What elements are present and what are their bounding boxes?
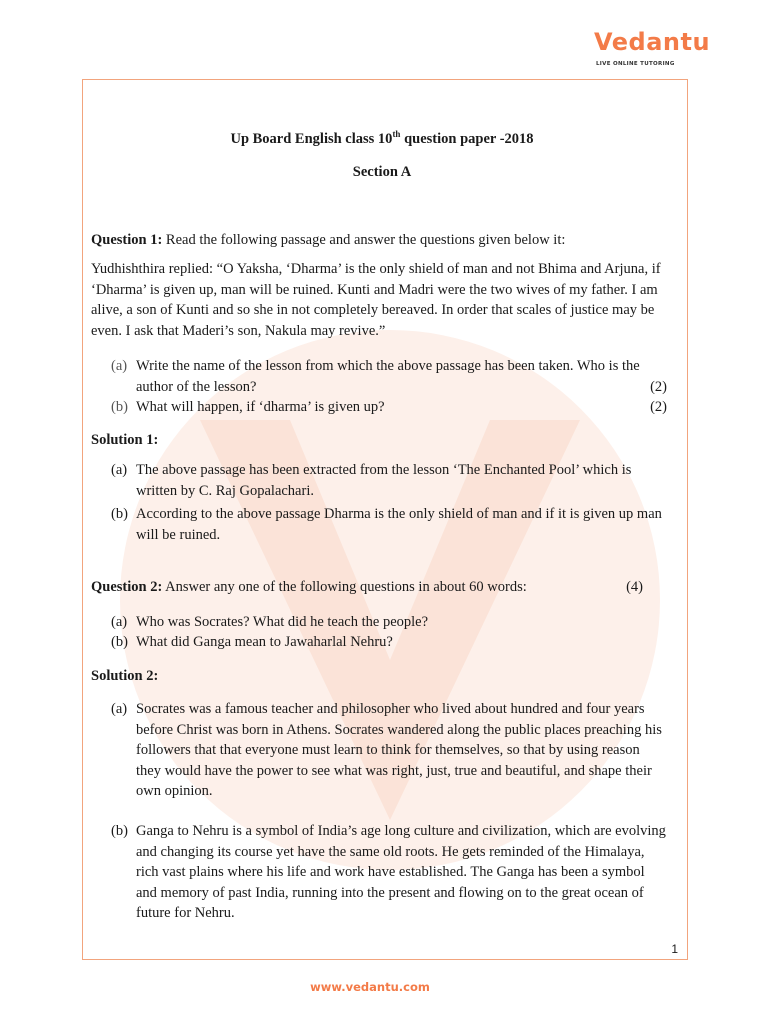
question-1-part-b xyxy=(111,397,667,418)
item-text: The above passage has been extracted from the lesson ‘The Enchanted Pool’ which is written by C. Raj Gopalachari. xyxy=(136,462,632,499)
part-text: What did Ganga mean to Jawaharlal Nehru? xyxy=(136,634,393,650)
vedantu-logo xyxy=(594,28,711,70)
question-1-label: Question 1: xyxy=(91,232,163,248)
solution-1-item-a xyxy=(111,460,667,501)
solution-2-item-a xyxy=(111,699,667,802)
item-label: (a) xyxy=(111,462,128,478)
part-label: (b) xyxy=(111,634,128,650)
item-text: Socrates was a famous teacher and philosopher who lived about hundred and four years before Christ was born in Athens. Socrates wandered along the public places preaching his followers that that everyone must learn to think for themselves, so that by using reason they would have the power to see what was right, just, true and beautiful, and shape their own opinion. xyxy=(136,701,662,800)
question-2-marks: (4) xyxy=(626,579,643,595)
logo-wordmark: Vedantu xyxy=(594,28,711,56)
question-2-prompt: Answer any one of the following questions in about 60 words: xyxy=(162,579,527,595)
question-1-part-a xyxy=(111,356,667,397)
question-2-part-a xyxy=(111,612,667,633)
item-text: According to the above passage Dharma is the only shield of man and if it is given up man will be ruined. xyxy=(136,506,662,543)
question-2-label: Question 2: xyxy=(91,579,163,595)
part-marks: (2) xyxy=(650,399,667,415)
question-2-part-b xyxy=(111,632,667,653)
part-text: What will happen, if ‘dharma’ is given up? xyxy=(136,399,385,415)
logo-tagline: LIVE ONLINE TUTORING xyxy=(596,61,675,67)
question-2 xyxy=(91,577,643,598)
question-1 xyxy=(91,230,673,251)
solution-1-label: Solution 1: xyxy=(91,432,159,448)
item-text: Ganga to Nehru is a symbol of India’s age long culture and civilization, which are evolving and changing its course yet have the same old roots. He gets reminded of the Himalaya, rich vast plains where his life and work have established. The Ganga has been a symbol and memory of past India, running into the present and flowing on to the great ocean of future for Nehru. xyxy=(136,823,666,922)
footer-link[interactable]: www.vedantu.com xyxy=(310,980,430,994)
part-label: (a) xyxy=(111,358,128,374)
part-label: (b) xyxy=(111,399,128,415)
part-label: (a) xyxy=(111,614,128,630)
solution-1-item-b xyxy=(111,504,667,545)
title-superscript: th xyxy=(392,129,401,139)
question-1-prompt: Read the following passage and answer the questions given below it: xyxy=(162,232,566,248)
question-1-passage: Yudhishthira replied: “O Yaksha, ‘Dharma’ is the only shield of man and not Bhima and Arjuna, if ‘Dharma’ is given up, man will be ruined. Kunti and Madri were the two wives of my father. I am alive, a son of Kunti and so she in not completely bereaved. In order that scales of justice may be even. I ask that Maderi’s son, Nakula may revive.” xyxy=(91,261,661,339)
page-number: 1 xyxy=(671,942,678,956)
solution-2-item-b xyxy=(111,821,667,924)
part-marks: (2) xyxy=(650,378,667,395)
solution-2-label: Solution 2: xyxy=(91,668,159,684)
part-text: Write the name of the lesson from which the above passage has been taken. Who is the author of the lesson? xyxy=(136,358,640,395)
item-label: (b) xyxy=(111,506,128,522)
item-label: (a) xyxy=(111,701,128,717)
title-text-end: question paper -2018 xyxy=(400,130,534,147)
section-heading: Section A xyxy=(352,164,412,180)
item-label: (b) xyxy=(111,823,128,839)
document-title xyxy=(91,124,673,149)
title-text: Up Board English class 10 xyxy=(230,130,393,147)
part-text: Who was Socrates? What did he teach the people? xyxy=(136,614,429,630)
